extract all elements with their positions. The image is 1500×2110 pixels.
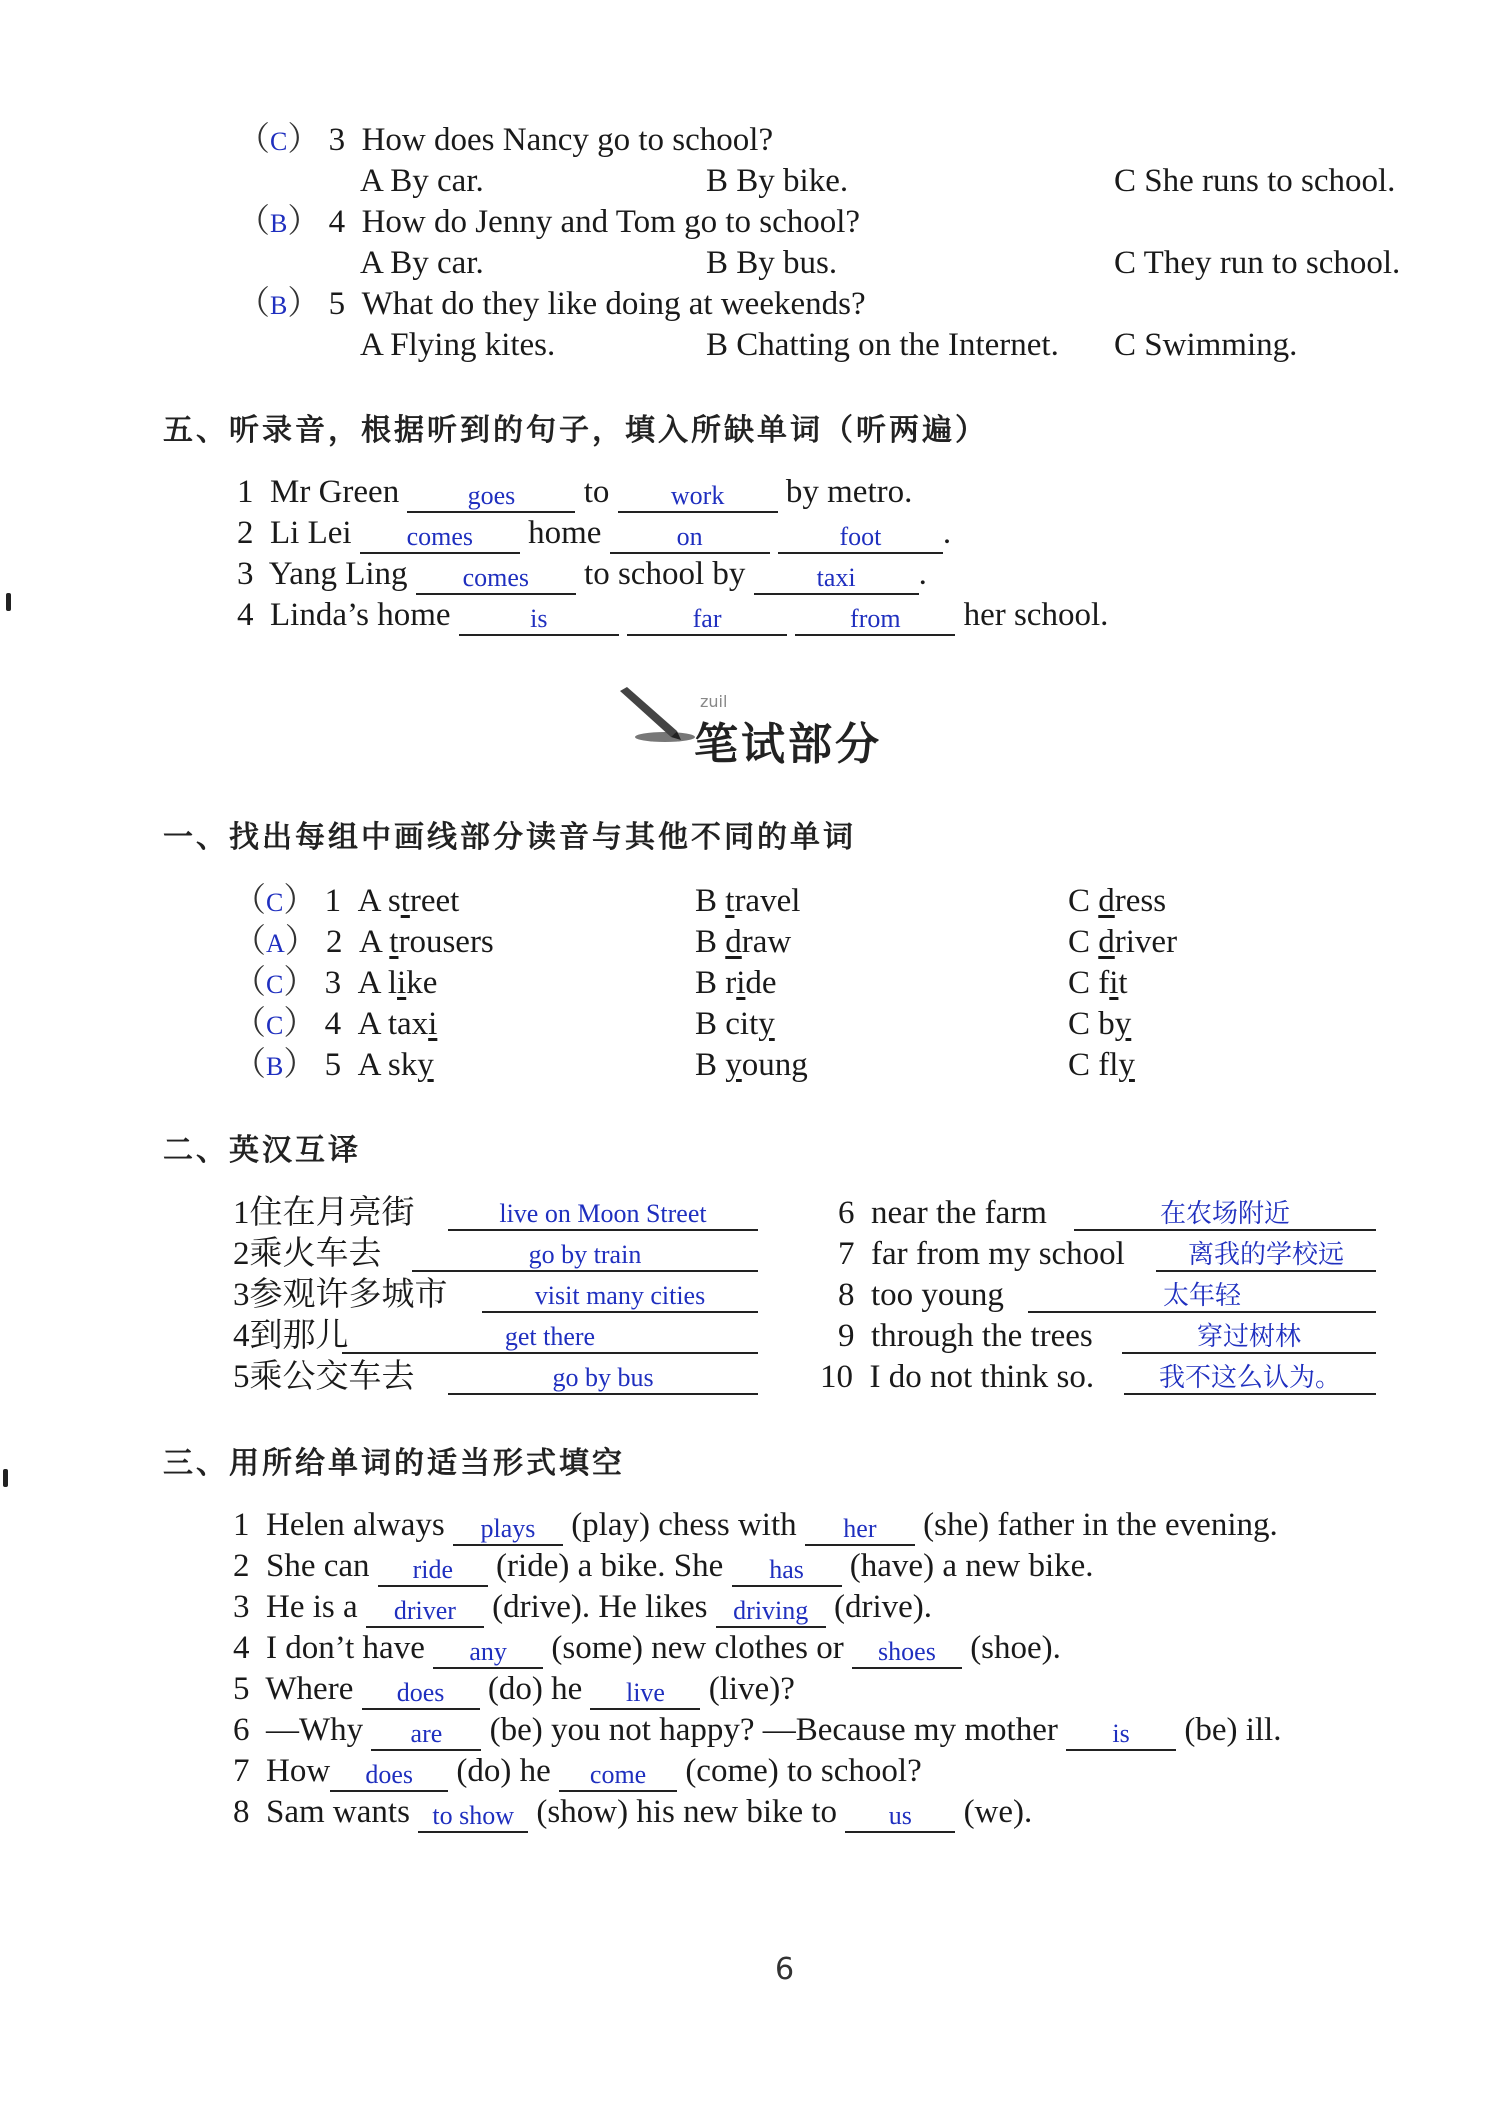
answer-blank[interactable]: comes xyxy=(360,518,520,554)
translate-right-7: 7 far from my school xyxy=(838,1236,1125,1272)
question-text: How do Jenny and Tom go to school? xyxy=(361,204,861,240)
phonics-option-c: C driver xyxy=(1068,924,1178,960)
answer-blank[interactable]: is xyxy=(459,600,619,636)
phonics-option-b: B young xyxy=(695,1047,808,1083)
answer-blank[interactable]: driving xyxy=(716,1592,826,1628)
question-text: How does Nancy go to school? xyxy=(361,122,774,158)
answer-blank[interactable]: go by train xyxy=(412,1236,758,1272)
answer-blank[interactable]: plays xyxy=(453,1510,563,1546)
option-c: C Swimming. xyxy=(1114,327,1298,363)
answer-blank[interactable]: us xyxy=(845,1797,955,1833)
question-number: 3 xyxy=(328,122,346,158)
answer-blank[interactable]: foot xyxy=(778,518,943,554)
forms-sentence-7: 7 How does (do) he come (come) to school? xyxy=(233,1751,922,1791)
written-section-title: 笔试部分 xyxy=(694,719,882,770)
answer-blank[interactable]: has xyxy=(732,1551,842,1587)
question-number: 5 xyxy=(328,286,346,322)
answer-blank[interactable]: taxi xyxy=(754,559,919,595)
phonics-option-b: B city xyxy=(695,1006,775,1042)
answer-blank[interactable]: comes xyxy=(416,559,576,595)
answer-blank[interactable]: 太年轻 xyxy=(1028,1277,1376,1313)
option-b: B By bike. xyxy=(706,163,849,199)
forms-title: 三、用所给单词的适当形式填空 xyxy=(163,1446,625,1481)
phonics-option-b: B ride xyxy=(695,965,777,1001)
phonics-option-b: B draw xyxy=(695,924,792,960)
answer-blank[interactable]: 在农场附近 xyxy=(1074,1195,1376,1231)
question-number: 4 xyxy=(328,204,346,240)
option-a: A By car. xyxy=(360,245,484,281)
answer-letter[interactable]: B xyxy=(270,291,288,320)
section-five-title: 五、听录音，根据听到的句子，填入所缺单词（听两遍） xyxy=(163,413,988,448)
answer-blank[interactable]: is xyxy=(1066,1715,1176,1751)
translate-left-3: 3参观许多城市 xyxy=(233,1277,448,1313)
translate-left-2: 2乘火车去 xyxy=(233,1236,382,1272)
answer-letter[interactable]: C xyxy=(266,1011,284,1040)
answer-blank[interactable]: come xyxy=(559,1756,677,1792)
page-number: 6 xyxy=(775,1952,795,1987)
answer-blank[interactable]: live on Moon Street xyxy=(448,1195,758,1231)
answer-blank[interactable]: to show xyxy=(418,1797,528,1833)
translate-title: 二、英汉互译 xyxy=(163,1133,361,1168)
option-b: B Chatting on the Internet. xyxy=(706,327,1059,363)
phonics-item-5: （B） 5 A sky xyxy=(233,1047,434,1083)
phonics-option-c: C fit xyxy=(1068,965,1128,1001)
translate-right-10: 10 I do not think so. xyxy=(820,1359,1095,1395)
phonics-title: 一、找出每组中画线部分读音与其他不同的单词 xyxy=(163,820,856,855)
answer-letter[interactable]: B xyxy=(270,209,288,238)
translate-left-4: 4到那儿 xyxy=(233,1318,349,1354)
answer-blank[interactable]: 我不这么认为。 xyxy=(1124,1359,1376,1395)
answer-blank[interactable]: on xyxy=(610,518,770,554)
phonics-item-4: （C） 4 A taxi xyxy=(233,1006,438,1042)
answer-blank[interactable]: goes xyxy=(407,477,575,513)
option-c: C They run to school. xyxy=(1114,245,1401,281)
phonics-item-1: （C） 1 A street xyxy=(233,883,460,919)
pen-icon xyxy=(615,685,695,750)
answer-letter[interactable]: C xyxy=(266,970,284,999)
question-text: What do they like doing at weekends? xyxy=(361,286,866,322)
phonics-option-c: C fly xyxy=(1068,1047,1135,1083)
translate-left-5: 5乘公交车去 xyxy=(233,1359,415,1395)
translate-right-6: 6 near the farm xyxy=(838,1195,1047,1231)
forms-sentence-6: 6 —Why are (be) you not happy? —Because my mother is (be) ill. xyxy=(233,1710,1281,1750)
phonics-option-c: C dress xyxy=(1068,883,1167,919)
answer-blank[interactable]: does xyxy=(362,1674,480,1710)
translate-right-8: 8 too young xyxy=(838,1277,1004,1313)
answer-blank[interactable]: her xyxy=(805,1510,915,1546)
phonics-item-3: （C） 3 A like xyxy=(233,965,438,1001)
forms-sentence-5: 5 Where does (do) he live (live)? xyxy=(233,1669,795,1709)
answer-blank[interactable]: any xyxy=(433,1633,543,1669)
answer-blank[interactable]: shoes xyxy=(852,1633,962,1669)
answer-letter[interactable]: B xyxy=(266,1052,284,1081)
translate-right-9: 9 through the trees xyxy=(838,1318,1093,1354)
forms-sentence-4: 4 I don’t have any (some) new clothes or shoes (shoe). xyxy=(233,1628,1061,1668)
scan-mark xyxy=(3,1469,8,1487)
fill-sentence-3: 3 Yang Ling comes to school by taxi . xyxy=(237,554,927,594)
answer-letter[interactable]: C xyxy=(270,127,288,156)
mc-item-5: （B） 5 What do they like doing at weekends? xyxy=(237,286,866,322)
forms-sentence-3: 3 He is a driver (drive). He likes driving (drive). xyxy=(233,1587,932,1627)
option-b: B By bus. xyxy=(706,245,838,281)
answer-blank[interactable]: live xyxy=(590,1674,700,1710)
handwritten-note: zuil xyxy=(700,692,728,711)
option-a: A By car. xyxy=(360,163,484,199)
answer-blank[interactable]: are xyxy=(371,1715,481,1751)
answer-blank[interactable]: far xyxy=(627,600,787,636)
answer-blank[interactable]: does xyxy=(330,1756,448,1792)
answer-blank[interactable]: visit many cities xyxy=(482,1277,758,1313)
answer-blank[interactable]: 穿过树林 xyxy=(1122,1318,1376,1354)
scan-mark xyxy=(6,593,11,611)
answer-blank[interactable]: get there xyxy=(342,1318,758,1354)
option-a: A Flying kites. xyxy=(360,327,556,363)
forms-sentence-2: 2 She can ride (ride) a bike. She has (have) a new bike. xyxy=(233,1546,1094,1586)
answer-blank[interactable]: 离我的学校远 xyxy=(1156,1236,1376,1272)
answer-blank[interactable]: work xyxy=(618,477,778,513)
fill-sentence-1: 1 Mr Green goes to work by metro. xyxy=(237,472,912,512)
answer-blank[interactable]: from xyxy=(795,600,955,636)
answer-blank[interactable]: ride xyxy=(378,1551,488,1587)
translate-left-1: 1住在月亮街 xyxy=(233,1195,415,1231)
phonics-option-b: B travel xyxy=(695,883,801,919)
fill-sentence-2: 2 Li Lei comes home on foot . xyxy=(237,513,951,553)
phonics-option-c: C by xyxy=(1068,1006,1132,1042)
mc-item-4: （B） 4 How do Jenny and Tom go to school? xyxy=(237,204,861,240)
fill-sentence-4: 4 Linda’s home is far from her school. xyxy=(237,595,1108,635)
forms-sentence-1: 1 Helen always plays (play) chess with her (she) father in the evening. xyxy=(233,1505,1278,1545)
answer-blank[interactable]: driver xyxy=(366,1592,484,1628)
option-c: C She runs to school. xyxy=(1114,163,1396,199)
forms-sentence-8: 8 Sam wants to show (show) his new bike to us (we). xyxy=(233,1792,1032,1832)
phonics-item-2: （A） 2 A trousers xyxy=(233,924,494,960)
answer-letter[interactable]: A xyxy=(266,929,285,958)
answer-blank[interactable]: go by bus xyxy=(448,1359,758,1395)
mc-item-3: （C） 3 How does Nancy go to school? xyxy=(237,122,774,158)
answer-letter[interactable]: C xyxy=(266,888,284,917)
